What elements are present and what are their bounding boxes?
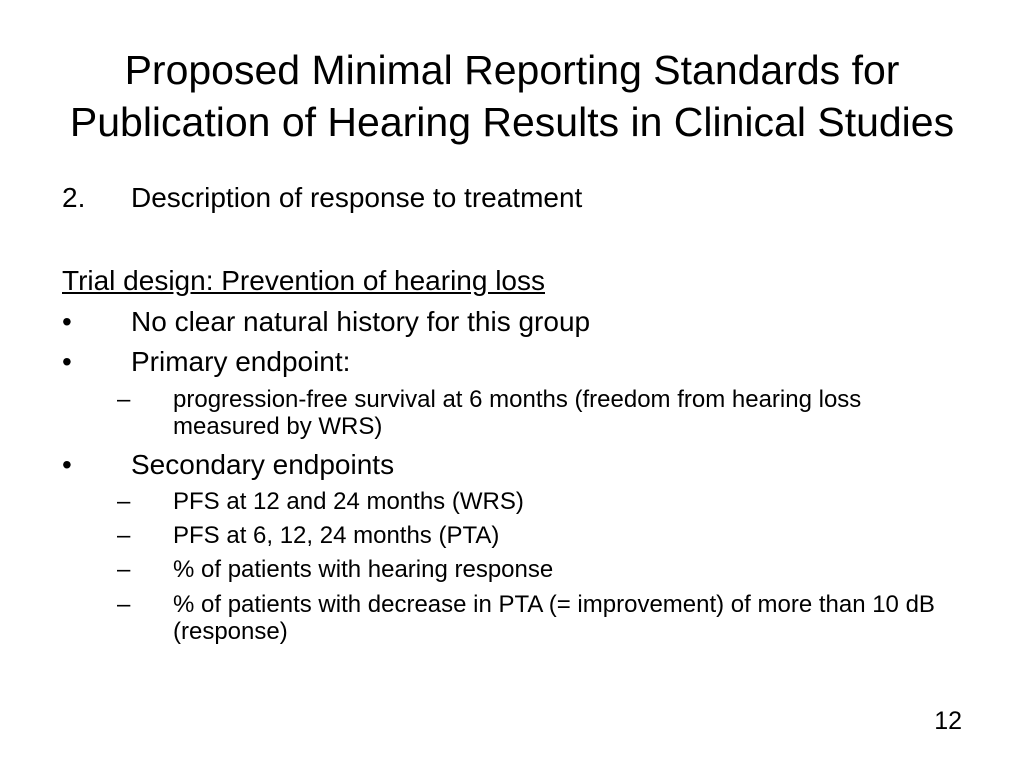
numbered-item-text: Description of response to treatment (131, 182, 583, 213)
bullet-text: No clear natural history for this group (131, 306, 591, 337)
page-number: 12 (934, 707, 962, 735)
bullet-text: Secondary endpoints (131, 449, 395, 480)
bullet-text: Primary endpoint: (131, 346, 351, 377)
bullet-icon: • (62, 346, 72, 377)
dash-icon: – (117, 591, 131, 618)
slide-title-line-2: Publication of Hearing Results in Clinical Studies (69, 99, 955, 145)
sub-bullet-text: % of patients with hearing response (173, 556, 554, 583)
numbered-item-marker: 2. (62, 182, 86, 213)
bullet-icon: • (62, 306, 72, 337)
dash-icon: – (117, 386, 131, 413)
sub-bullet-text: % of patients with decrease in PTA (= improvement) of more than 10 dB (response) (173, 591, 935, 645)
dash-icon: – (117, 522, 131, 549)
dash-icon: – (117, 556, 131, 583)
sub-bullet-text: progression-free survival at 6 months (freedom from hearing loss measured by WRS) (173, 386, 862, 440)
sub-bullet-text: PFS at 6, 12, 24 months (PTA) (173, 522, 500, 549)
slide-title-line-1: Proposed Minimal Reporting Standards for (124, 47, 900, 93)
section-heading-text: Trial design: Prevention of hearing loss (62, 265, 545, 296)
dash-icon: – (117, 488, 131, 515)
bullet-icon: • (62, 449, 72, 480)
section-heading (62, 264, 545, 298)
sub-bullet-text: PFS at 12 and 24 months (WRS) (173, 488, 524, 515)
